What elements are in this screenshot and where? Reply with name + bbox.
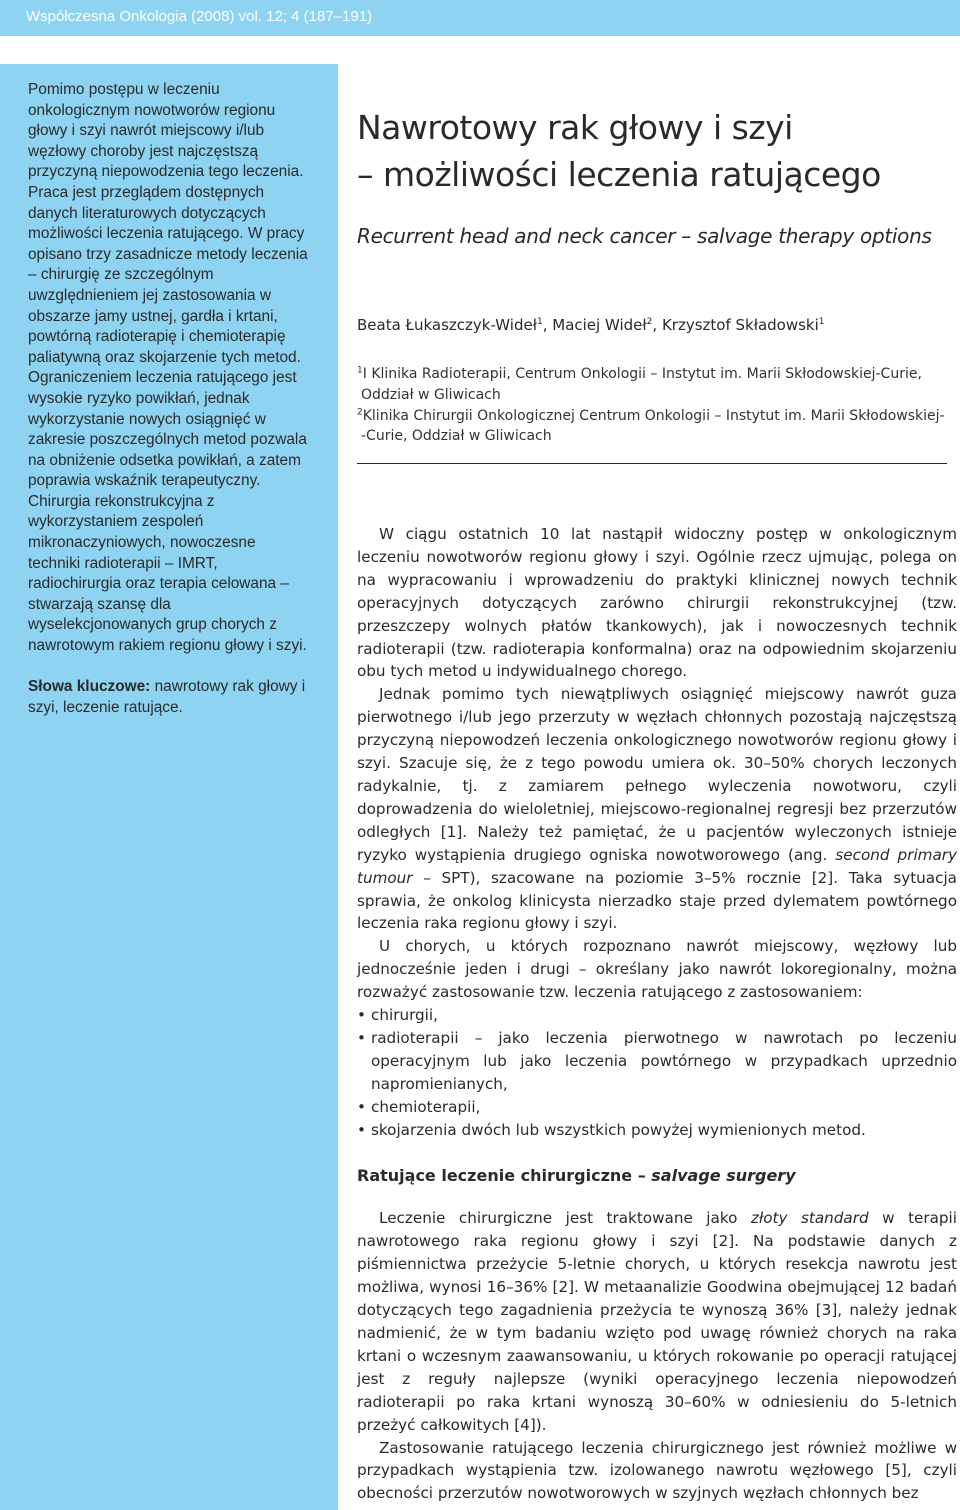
author-affil-mark: 1: [536, 317, 543, 327]
author-affil-mark: 2: [646, 317, 653, 327]
affiliation-1: $^1$I Klinika Radioterapii, Centrum Onkologii – Instytut im. Marii Skłodowskiej-Curie,: [357, 365, 922, 382]
affiliations: [357, 364, 947, 447]
abstract: [28, 80, 310, 657]
journal-header-bar: [0, 0, 960, 36]
author-name: Maciej Wideł: [552, 316, 647, 334]
keywords: [28, 677, 310, 718]
article-body: [357, 523, 957, 1505]
title-line-2: – możliwości leczenia ratującego: [357, 155, 881, 194]
authors: Beata Łukaszczyk-Wideł$^1$, Maciej Wideł$^2$, Krzysztof Składowski$^1$: [357, 316, 825, 334]
header-divider: [357, 463, 947, 464]
list-item: • chemioterapii,: [357, 1096, 957, 1119]
article-title: [357, 104, 947, 198]
affiliation-1-cont: Oddział w Gliwicach: [361, 386, 501, 403]
english-title: Recurrent head and neck cancer – salvage therapy options: [357, 224, 932, 248]
author-name: Beata Łukaszczyk-Wideł: [357, 316, 537, 334]
author-name: Krzysztof Składowski: [661, 316, 819, 334]
author-affil-mark: 1: [818, 317, 825, 327]
title-line-1: Nawrotowy rak głowy i szyi: [357, 108, 793, 147]
affiliation-2: $^2$Klinika Chirurgii Onkologicznej Centrum Onkologii – Instytut im. Marii Skłodowskiej-: [357, 406, 945, 424]
list-item: • radioterapii – jako leczenia pierwotnego w nawrotach po leczeniu operacyjnym lub jako leczenia powtórnego w przypadkach uprzednio napromienianych,: [357, 1027, 957, 1096]
body-paragraph: W ciągu ostatnich 10 lat nastąpił widoczny postęp w onkologicznym leczeniu nowotworów regionu głowy i szyi. Ogólnie rzecz ujmując, polega on na wypracowaniu i wprowadzeniu do praktyki klinicznej nowych technik operacyjnych dotyczących zarówno chirurgii rekonstrukcyjnej (tzw. przeszczepy wolnych płatów tkankowych), jak i nowoczesnych technik radioterapii (tzw. radioterapia konformalna) oraz na odpowiednim skojarzeniu obu tych metod u indywidualnego chorego.: [357, 525, 957, 681]
body-paragraph: Jednak pomimo tych niewątpliwych osiągnięć miejscowy nawrót guza pierwotnego i/lub jego przerzuty w węzłach chłonnych pozostają najczęstszą przyczyną niepowodzeń leczenia onkologicznego nowotworów regionu głowy i szyi. Szacuje się, że z tego powodu umiera ok. 30–50% chorych leczonych radykalnie, tj. z zamiarem pełnego wyleczenia nowotworu, czyli doprowadzenia do wieloletniej, miejscowo-regionalnej regresji bez przerzutów odległych [1]. Należy też pamiętać, że u pacjentów wyleczonych istnieje ryzyko wystąpienia drugiego ogniska nowotworowego (ang. second primary tumour – SPT), szacowane na poziomie 3–5% rocznie [2]. Taka sytuacja sprawia, że onkolog klinicysta nierzadko staje przed dylematem powtórnego leczenia raka regionu głowy i szyi.: [357, 685, 957, 933]
affiliation-2-cont: -Curie, Oddział w Gliwicach: [361, 428, 552, 445]
list-item: • skojarzenia dwóch lub wszystkich powyżej wymienionych metod.: [357, 1119, 957, 1142]
body-paragraph: Zastosowanie ratującego leczenia chirurgicznego jest również możliwe w przypadkach wystąpienia tzw. izolowanego nawrotu węzłowego [5], czyli obecności przerzutów nowotworowych w szyjnych węzłach chłonnych bez: [357, 1438, 957, 1503]
keywords-label: Słowa kluczowe:: [28, 678, 151, 695]
section-heading: Ratujące leczenie chirurgiczne – salvage surgery: [357, 1166, 796, 1186]
keywords-text: nawrotowy rak głowy i szyi, leczenie ratujące.: [28, 678, 306, 716]
body-paragraph: U chorych, u których rozpoznano nawrót miejscowy, węzłowy lub jednocześnie jeden i drugi – określany jako nawrót lokoregionalny, można rozważyć zastosowanie tzw. leczenia ratującego z zastosowaniem:: [357, 937, 957, 1002]
treatment-list: [357, 1004, 957, 1141]
abstract-text: Pomimo postępu w leczeniu onkologicznym nowotworów regionu głowy i szyi nawrót miejscowy i/lub węzłowy choroby jest najczęstszą przyczyną niepowodzenia tego leczenia. Praca jest przeglądem dostępnych danych literaturowych dotyczących możliwości leczenia ratującego. W pracy opisano trzy zasadnicze metody leczenia – chirurgię ze szczególnym uwzględnieniem jej zastosowania w obszarze jamy ustnej, gardła i krtani, powtórną radioterapię i chemioterapię paliatywną oraz skojarzenie tych metod. Ograniczeniem leczenia ratującego jest wysokie ryzyko powikłań, jednak wykorzystanie nowych osiągnięć w zakresie poszczególnych metod pozwala na obniżenie odsetka powikłań, a zatem poprawia wskaźnik terapeutyczny. Chirurgia rekonstrukcyjna z wykorzystaniem zespoleń mikronaczyniowych, nowoczesne techniki radioterapii – IMRT, radiochirurgia oraz terapia celowana – stwarzają szansę dla wyselekcjonowanych grup chorych z nawrotowym rakiem regionu głowy i szyi.: [28, 81, 308, 655]
list-item: • chirurgii,: [357, 1004, 957, 1027]
journal-citation: Współczesna Onkologia (2008) vol. 12; 4 (187–191): [26, 8, 373, 25]
body-paragraph: Leczenie chirurgiczne jest traktowane jako złoty standard w terapii nawrotowego raka regionu głowy i szyi [2]. Na podstawie danych z piśmiennictwa przeżycie 5-letnie chorych, u których resekcja nawrotu jest możliwa, wynosi 16–36% [2]. W metaanalizie Goodwina obejmującej 12 badań dotyczących tego zagadnienia przeżycia te wynoszą 36% [3], należy jednak nadmienić, że w tym badaniu wzięto pod uwagę również chorych na raka krtani o wczesnym zaawansowaniu, u których rokowanie po operacji ratującej jest z reguły najlepsze (wyniki operacyjnego leczenia niepowodzeń radioterapii po raka krtani wynoszą 30–60% w odniesieniu do 5-letnich przeżyć całkowitych [4]).: [357, 1209, 957, 1434]
